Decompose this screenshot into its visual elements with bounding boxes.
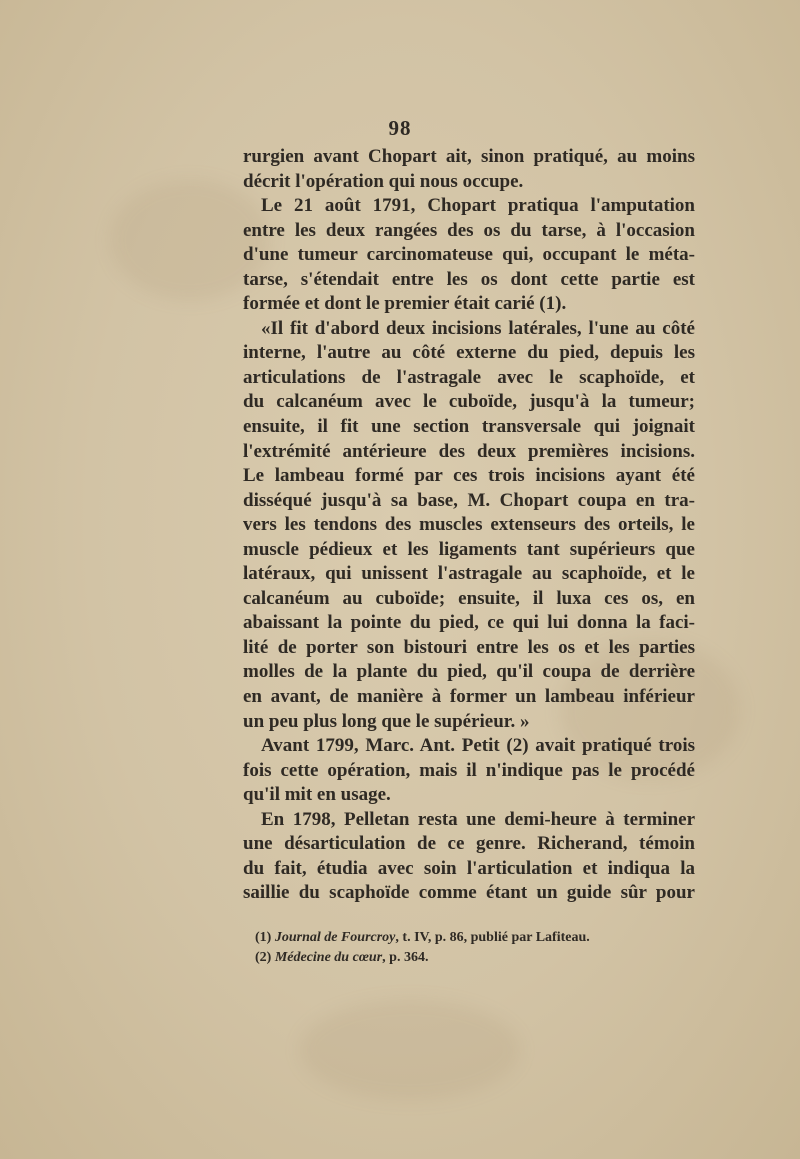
text-line: interne, l'autre au côté externe du pied, depuis les <box>243 342 695 364</box>
text-line: en avant, de manière à former un lambeau inférieur <box>243 686 695 708</box>
text-line: entre les deux rangées des os du tarse, à l'occasion <box>243 219 695 241</box>
text-line: ensuite, il fit une section transversale qui joignait <box>243 416 695 438</box>
text-line: Le 21 août 1791, Chopart pratiqua l'amputation <box>261 195 695 217</box>
text-line: du fait, étudia avec soin l'articulation et indiqua la <box>243 857 695 879</box>
text-line: formée et dont le premier était carié (1). <box>243 293 567 315</box>
text-line: rurgien avant Chopart ait, sinon pratiqué, au moins <box>243 146 695 167</box>
footnote-mark: (1) <box>255 930 272 945</box>
text-line: un peu plus long que le supérieur. » <box>243 710 530 732</box>
text-line: fois cette opération, mais il n'indique pas le procédé <box>243 759 695 781</box>
text-line: En 1798, Pelletan resta une demi-heure à terminer <box>261 808 695 830</box>
text-line: une désarticulation de ce genre. Richerand, témoin <box>243 833 695 855</box>
text-line: qu'il mit en usage. <box>243 784 391 806</box>
footnote-source: Médecine du cœur <box>274 950 383 965</box>
paper-stain <box>300 1000 520 1100</box>
text-line: calcanéum au cuboïde; ensuite, il luxa ces os, en <box>243 587 695 609</box>
footnote-text: , t. IV, p. 86, publié par Lafiteau. <box>395 930 590 945</box>
text-line: décrit l'opération qui nous occupe. <box>243 170 524 192</box>
text-line: Le lambeau formé par ces trois incisions ayant été <box>243 465 695 487</box>
text-line: molles de la plante du pied, qu'il coupa de derrière <box>243 661 695 683</box>
text-line: vers les tendons des muscles extenseurs des orteils, le <box>243 514 695 536</box>
text-line: lité de porter son bistouri entre les os et les parties <box>243 636 695 658</box>
footnotes <box>255 928 695 968</box>
text-line: disséqué jusqu'à sa base, M. Chopart coupa en tra- <box>243 489 695 511</box>
text-line: l'extrémité antérieure des deux premières incisions. <box>243 440 695 462</box>
page-number: 98 <box>388 116 412 140</box>
text-line: du calcanéum avec le cuboïde, jusqu'à la tumeur; <box>243 391 695 413</box>
text-line: articulations de l'astragale avec le scaphoïde, et <box>243 366 695 388</box>
text-line: «Il fit d'abord deux incisions latérales, l'une au côté <box>261 317 695 339</box>
text-line: d'une tumeur carcinomateuse qui, occupant le méta- <box>243 244 695 266</box>
text-line: saillie du scaphoïde comme étant un guide sûr pour <box>243 882 695 904</box>
body-text <box>243 145 695 906</box>
text-line: abaissant la pointe du pied, ce qui lui donna la faci- <box>243 612 695 634</box>
footnote <box>255 948 695 968</box>
text-line: muscle pédieux et les ligaments tant supérieurs que <box>243 538 695 560</box>
footnote-source: Journal de Fourcroy <box>274 930 396 945</box>
footnote <box>255 928 695 948</box>
text-line: Avant 1799, Marc. Ant. Petit (2) avait pratiqué trois <box>261 735 695 757</box>
footnote-mark: (2) <box>255 950 272 965</box>
footnote-text: , p. 364. <box>382 950 429 965</box>
text-line: latéraux, qui unissent l'astragale au scaphoïde, et le <box>243 563 695 585</box>
text-line: tarse, s'étendait entre les os dont cette partie est <box>243 268 695 290</box>
